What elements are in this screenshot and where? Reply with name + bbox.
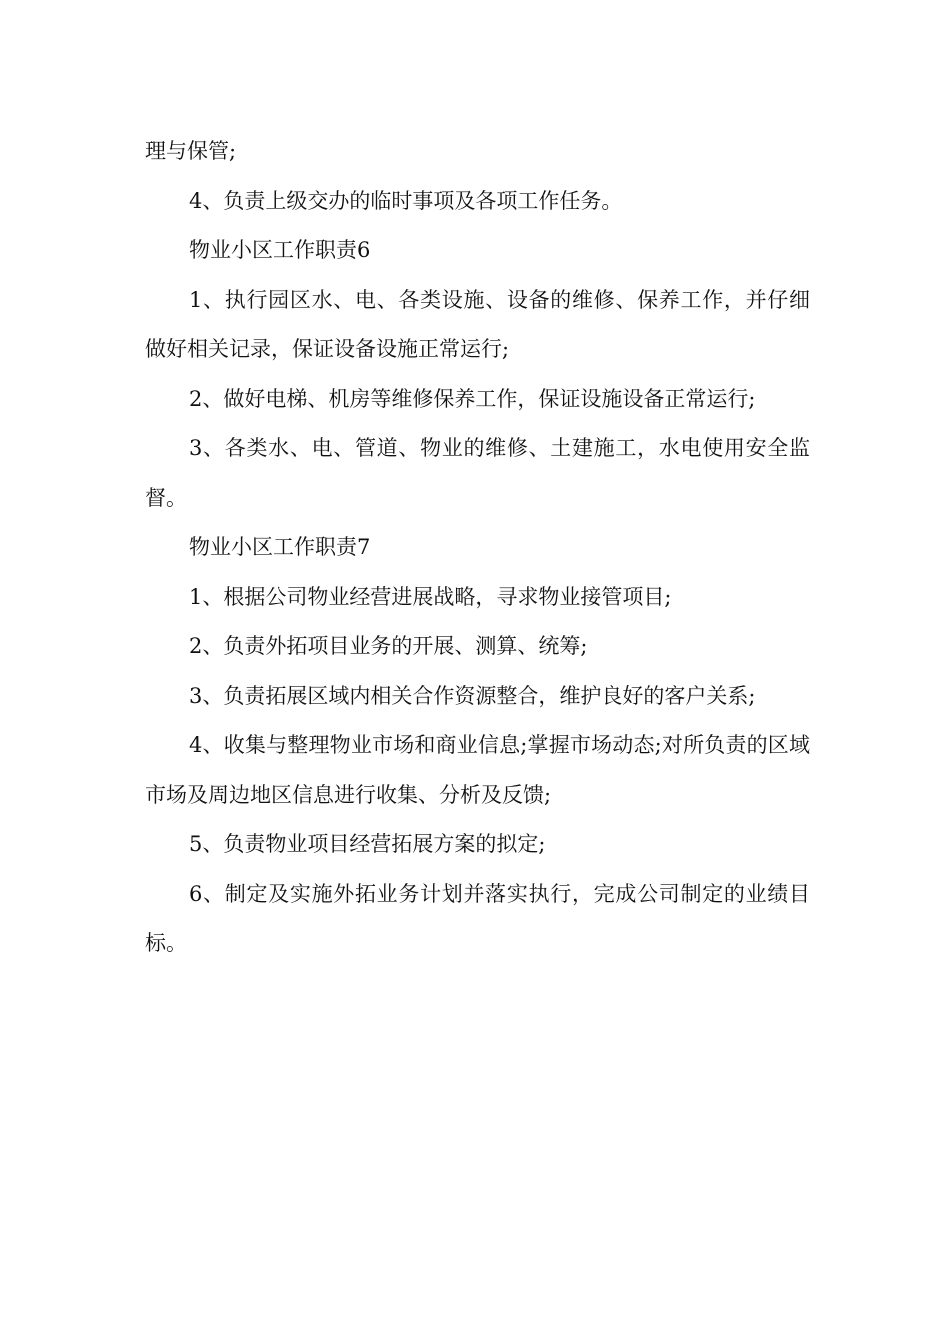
paragraph-item: 2、做好电梯、机房等维修保养工作，保证设施设备正常运行; [189,386,756,411]
section-heading: 物业小区工作职责6 [189,238,371,262]
paragraph-item: 3、各类水、电、管道、物业的维修、土建施工，水电使用安全监督。 [145,436,810,510]
paragraph-item: 3、负责拓展区域内相关合作资源整合，维护良好的客户关系; [189,683,756,708]
paragraph-item: 4、收集与整理物业市场和商业信息;掌握市场动态;对所负责的区域市场及周边地区信息进行收集、分析及反馈; [145,733,810,807]
paragraph-item: 4、负责上级交办的临时事项及各项工作任务。 [189,188,623,213]
document-body [145,127,810,969]
paragraph-item: 6、制定及实施外拓业务计划并落实执行，完成公司制定的业绩目标。 [145,881,810,955]
paragraph-item: 2、负责外拓项目业务的开展、测算、统筹; [189,634,588,658]
paragraph-item: 1、执行园区水、电、各类设施、设备的维修、保养工作，并仔细做好相关记录，保证设备设施正常运行; [145,287,810,361]
section-heading: 物业小区工作职责7 [189,535,371,559]
paragraph-item: 5、负责物业项目经营拓展方案的拟定; [189,832,546,856]
paragraph-continuation: 理与保管; [145,139,237,163]
paragraph-item: 1、根据公司物业经营进展战略，寻求物业接管项目; [189,584,672,609]
